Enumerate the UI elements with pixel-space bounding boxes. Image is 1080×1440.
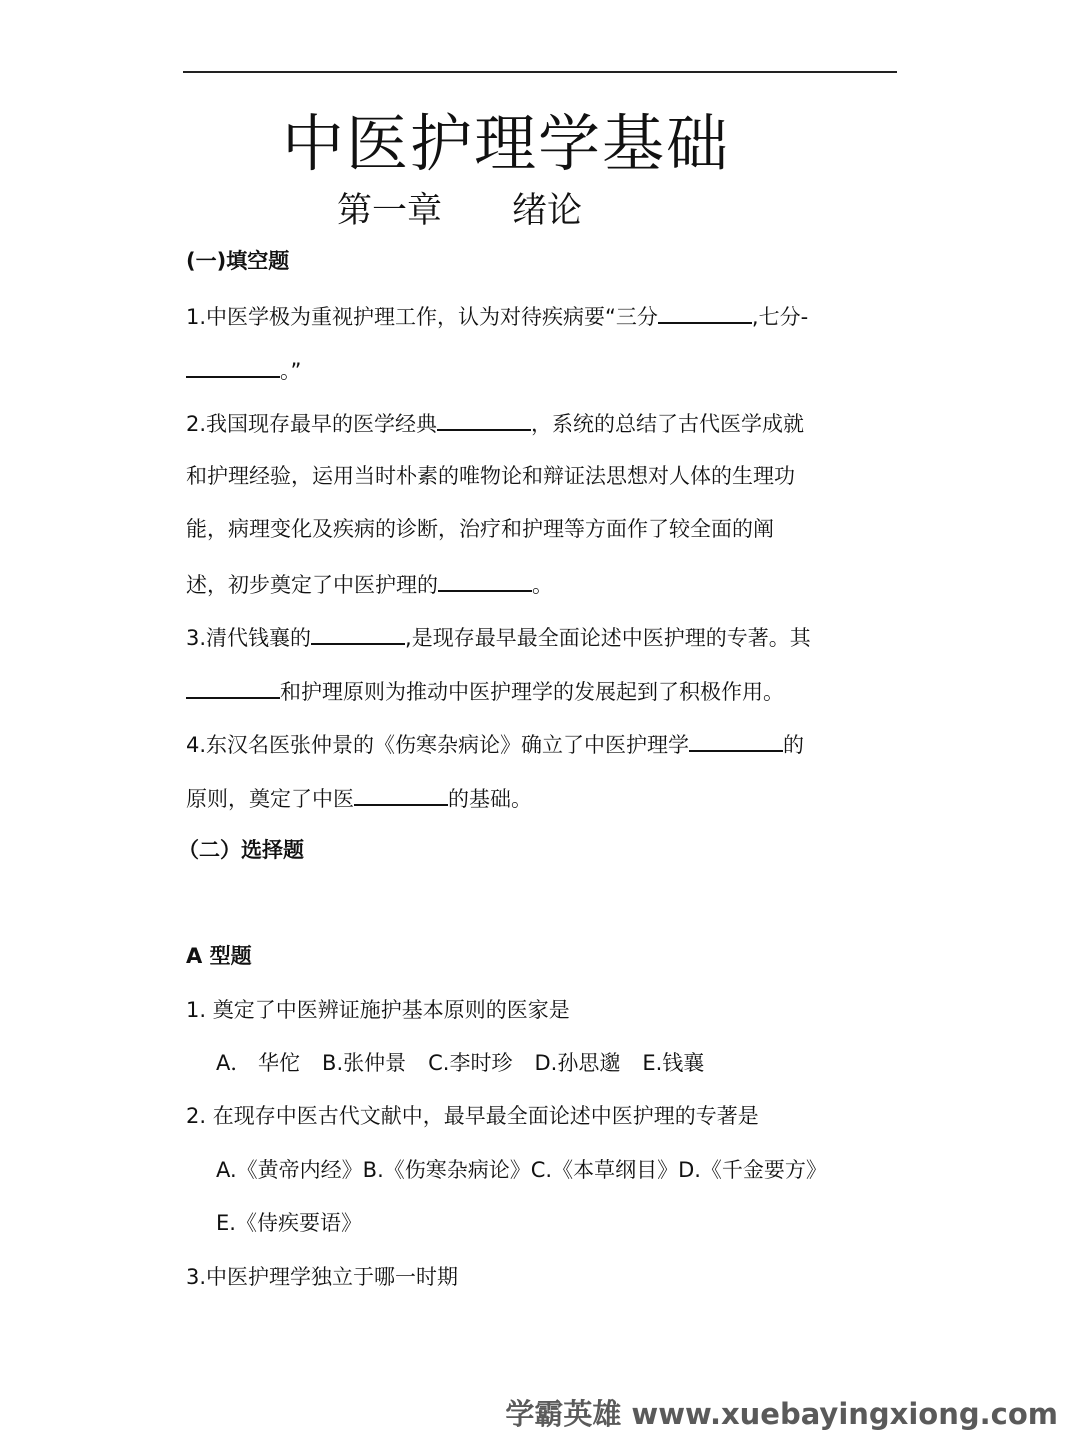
- question-2-line-4: [186, 568, 553, 600]
- mc-question-1-stem: 1. 奠定了中医辨证施护基本原则的医家是: [186, 998, 570, 1022]
- mc-question-2-options-line-1: A.《黄帝内经》B.《伤寒杂病论》C.《本草纲目》D.《千金要方》: [216, 1158, 827, 1182]
- section-heading-multiple-choice: （二）选择题: [178, 838, 304, 862]
- question-text: 。”: [280, 359, 302, 383]
- question-type-a-heading: A 型题: [186, 944, 252, 968]
- question-text: 1.中医学极为重视护理工作，认为对待疾病要“三分: [186, 305, 658, 329]
- chapter-heading: 第一章 绪论: [337, 191, 583, 231]
- question-4-line-2: [186, 782, 532, 814]
- section-heading-fill-in: (一)填空题: [186, 249, 290, 273]
- document-title: 中医护理学基础: [282, 107, 731, 180]
- question-2-line-2: 和护理经验，运用当时朴素的唯物论和辩证法思想对人体的生理功: [186, 464, 795, 488]
- answer-blank: [689, 728, 783, 752]
- question-1-line-1: [186, 300, 808, 332]
- question-4-line-1: [186, 728, 804, 760]
- header-rule: [183, 71, 897, 73]
- question-text: 。: [532, 573, 553, 597]
- answer-blank: [658, 300, 752, 324]
- question-1-line-2: [186, 354, 301, 386]
- question-text: 2.我国现存最早的医学经典: [186, 412, 438, 436]
- answer-blank: [311, 621, 405, 645]
- option-d: D.孙思邈: [534, 1051, 621, 1075]
- question-text: 的基础。: [448, 787, 532, 811]
- answer-blank: [354, 782, 448, 806]
- question-text: ,是现存最早最全面论述中医护理的专著。其: [405, 626, 811, 650]
- watermark: 学霸英雄 www.xuebayingxiong.com: [505, 1397, 1058, 1431]
- mc-question-2-options-line-2: E.《侍疾要语》: [216, 1211, 362, 1235]
- answer-blank: [186, 354, 280, 378]
- question-text: 3.清代钱襄的: [186, 626, 312, 650]
- question-3-line-2: [186, 675, 784, 707]
- option-a: A． 华佗: [216, 1051, 301, 1075]
- mc-question-1-options: [216, 1048, 704, 1078]
- question-text: 述，初步奠定了中医护理的: [186, 573, 438, 597]
- option-b: B.张仲景: [322, 1051, 407, 1075]
- answer-blank: [186, 675, 280, 699]
- question-text: 原则，奠定了中医: [186, 787, 354, 811]
- question-text: 的: [783, 733, 805, 757]
- question-text: 和护理原则为推动中医护理学的发展起到了积极作用。: [280, 680, 784, 704]
- question-text: ，系统的总结了古代医学成就: [531, 412, 805, 436]
- option-e: E.钱襄: [642, 1051, 705, 1075]
- question-2-line-3: 能，病理变化及疾病的诊断，治疗和护理等方面作了较全面的阐: [186, 517, 774, 541]
- question-text: ,七分-: [751, 305, 809, 329]
- question-text: 4.东汉名医张仲景的《伤寒杂病论》确立了中医护理学: [186, 733, 690, 757]
- question-2-line-1: [186, 407, 804, 439]
- answer-blank: [437, 407, 531, 431]
- question-3-line-1: [186, 621, 811, 653]
- mc-question-3-stem: 3.中医护理学独立于哪一时期: [186, 1265, 459, 1289]
- option-c: C.李时珍: [428, 1051, 513, 1075]
- answer-blank: [438, 568, 532, 592]
- mc-question-2-stem: 2. 在现存中医古代文献中，最早最全面论述中医护理的专著是: [186, 1104, 759, 1128]
